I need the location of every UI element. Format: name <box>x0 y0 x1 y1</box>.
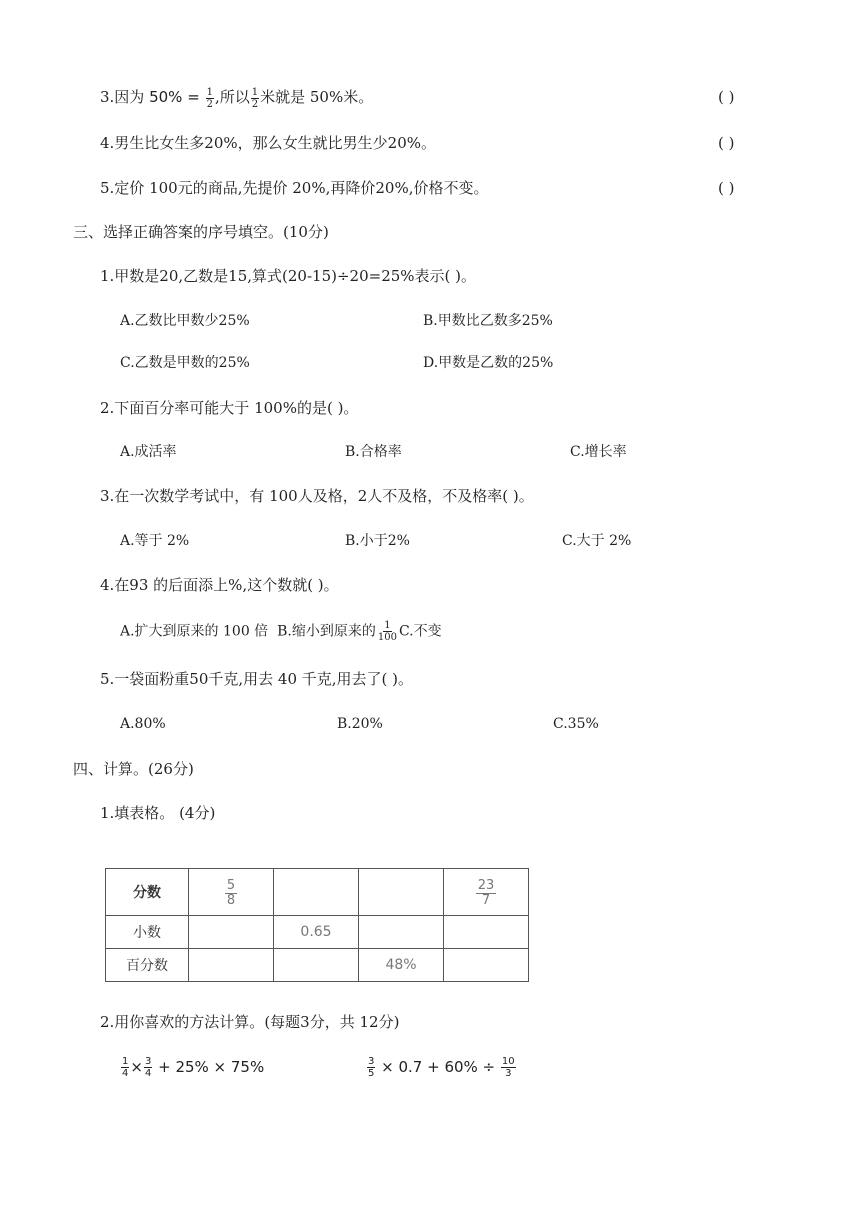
answer-paren-4[interactable]: ( ) <box>718 134 735 152</box>
q4-option-b[interactable]: B.缩小到原来的 <box>277 623 376 640</box>
cell-percent-4[interactable] <box>444 949 529 982</box>
q5-option-a[interactable]: A.80% <box>120 716 166 732</box>
q2-option-b[interactable]: B.合格率 <box>345 444 402 460</box>
section-4-title: 四、计算。(26分) <box>73 760 194 778</box>
q4-option-a[interactable]: A.扩大到原来的 100 倍 <box>120 623 269 640</box>
section-3-title: 三、选择正确答案的序号填空。(10分) <box>73 223 329 241</box>
frac-den: 4 <box>144 1068 152 1079</box>
q4-options <box>120 620 442 643</box>
q3-fraction-2 <box>251 87 259 110</box>
q3-fraction-1 <box>206 87 214 110</box>
cell-decimal-3[interactable] <box>359 916 444 949</box>
q5-option-c[interactable]: C.35% <box>553 716 599 732</box>
conversion-table <box>105 868 529 982</box>
cell-decimal-1[interactable] <box>189 916 274 949</box>
q2-option-a[interactable]: A.成活率 <box>120 444 177 460</box>
calc-question-2: 2.用你喜欢的方法计算。(每题3分，共 12分) <box>100 1013 400 1031</box>
expr1-fraction-1 <box>121 1056 129 1079</box>
cell-fraction-1 <box>189 869 274 916</box>
frac-num: 1 <box>251 86 259 98</box>
expr1-rest: + 25% × 75% <box>158 1058 265 1076</box>
choice-question-1: 1.甲数是20,乙数是15,算式(20-15)÷20=25%表示( )。 <box>100 267 477 285</box>
q5-option-b[interactable]: B.20% <box>337 716 383 732</box>
frac-num: 23 <box>477 877 495 893</box>
judge-question-5: 5.定价 100元的商品,先提价 20%,再降价20%,价格不变。 <box>100 179 489 197</box>
table-fraction <box>476 879 497 908</box>
q1-option-d[interactable]: D.甲数是乙数的25% <box>423 355 554 371</box>
calc-question-1: 1.填表格。 (4分) <box>100 804 216 822</box>
times-sign: × <box>130 1058 143 1076</box>
expr2-rest: × 0.7 + 60% ÷ <box>381 1058 496 1076</box>
frac-den: 5 <box>368 1068 375 1079</box>
expr1-fraction-2 <box>144 1056 152 1079</box>
judge-question-3 <box>100 86 373 110</box>
choice-question-2: 2.下面百分率可能大于 100%的是( )。 <box>100 399 359 417</box>
row-header-percent: 百分数 <box>106 949 189 982</box>
frac-num: 10 <box>501 1056 515 1067</box>
frac-num: 1 <box>384 620 391 631</box>
cell-percent-1[interactable] <box>189 949 274 982</box>
q3-text-d: 米就是 50%米。 <box>260 88 374 106</box>
frac-den: 8 <box>226 892 236 908</box>
frac-num: 3 <box>144 1056 152 1067</box>
expr2-fraction-2 <box>501 1056 516 1079</box>
frac-num: 1 <box>122 1056 129 1067</box>
expression-2 <box>366 1056 517 1079</box>
q3-text-a: 3.因为 <box>100 88 145 106</box>
q3-option-b[interactable]: B.小于2% <box>345 533 410 549</box>
frac-den: 2 <box>251 98 259 110</box>
choice-question-5: 5.一袋面粉重50千克,用去 40 千克,用去了( )。 <box>100 670 414 688</box>
cell-fraction-3[interactable] <box>359 869 444 916</box>
q2-option-c[interactable]: C.增长率 <box>570 444 627 460</box>
frac-den: 7 <box>481 892 491 908</box>
q4-fraction <box>377 620 398 643</box>
answer-paren-3[interactable]: ( ) <box>718 88 735 106</box>
choice-question-4: 4.在93 的后面添上%,这个数就( )。 <box>100 576 339 594</box>
q4-option-c[interactable]: C.不变 <box>398 623 442 640</box>
q3-text-c: ,所以 <box>214 88 250 106</box>
row-header-decimal: 小数 <box>106 916 189 949</box>
q3-math: 50% = <box>149 88 200 106</box>
row-header-fraction: 分数 <box>106 869 189 916</box>
frac-num: 5 <box>226 877 236 893</box>
frac-num: 3 <box>368 1056 375 1067</box>
cell-percent-2[interactable] <box>274 949 359 982</box>
expression-1 <box>120 1056 264 1079</box>
cell-fraction-4 <box>444 869 529 916</box>
cell-percent-3: 48% <box>359 949 444 982</box>
expr2-fraction-1 <box>367 1056 375 1079</box>
q1-option-b[interactable]: B.甲数比乙数多25% <box>423 313 553 329</box>
frac-num: 1 <box>206 86 213 98</box>
q3-option-a[interactable]: A.等于 2% <box>120 533 190 549</box>
q1-option-c[interactable]: C.乙数是甲数的25% <box>120 355 250 371</box>
cell-fraction-2[interactable] <box>274 869 359 916</box>
answer-paren-5[interactable]: ( ) <box>718 179 735 197</box>
frac-den: 3 <box>505 1068 512 1079</box>
table-fraction <box>225 879 237 908</box>
choice-question-3: 3.在一次数学考试中，有 100人及格，2人不及格，不及格率( )。 <box>100 487 534 505</box>
judge-question-4: 4.男生比女生多20%，那么女生就比男生少20%。 <box>100 134 436 152</box>
cell-decimal-2: 0.65 <box>274 916 359 949</box>
frac-den: 2 <box>206 98 213 110</box>
frac-den: 4 <box>122 1068 129 1079</box>
q1-option-a[interactable]: A.乙数比甲数少25% <box>120 313 250 329</box>
frac-den: 100 <box>377 632 397 643</box>
cell-decimal-4[interactable] <box>444 916 529 949</box>
q3-option-c[interactable]: C.大于 2% <box>562 533 632 549</box>
